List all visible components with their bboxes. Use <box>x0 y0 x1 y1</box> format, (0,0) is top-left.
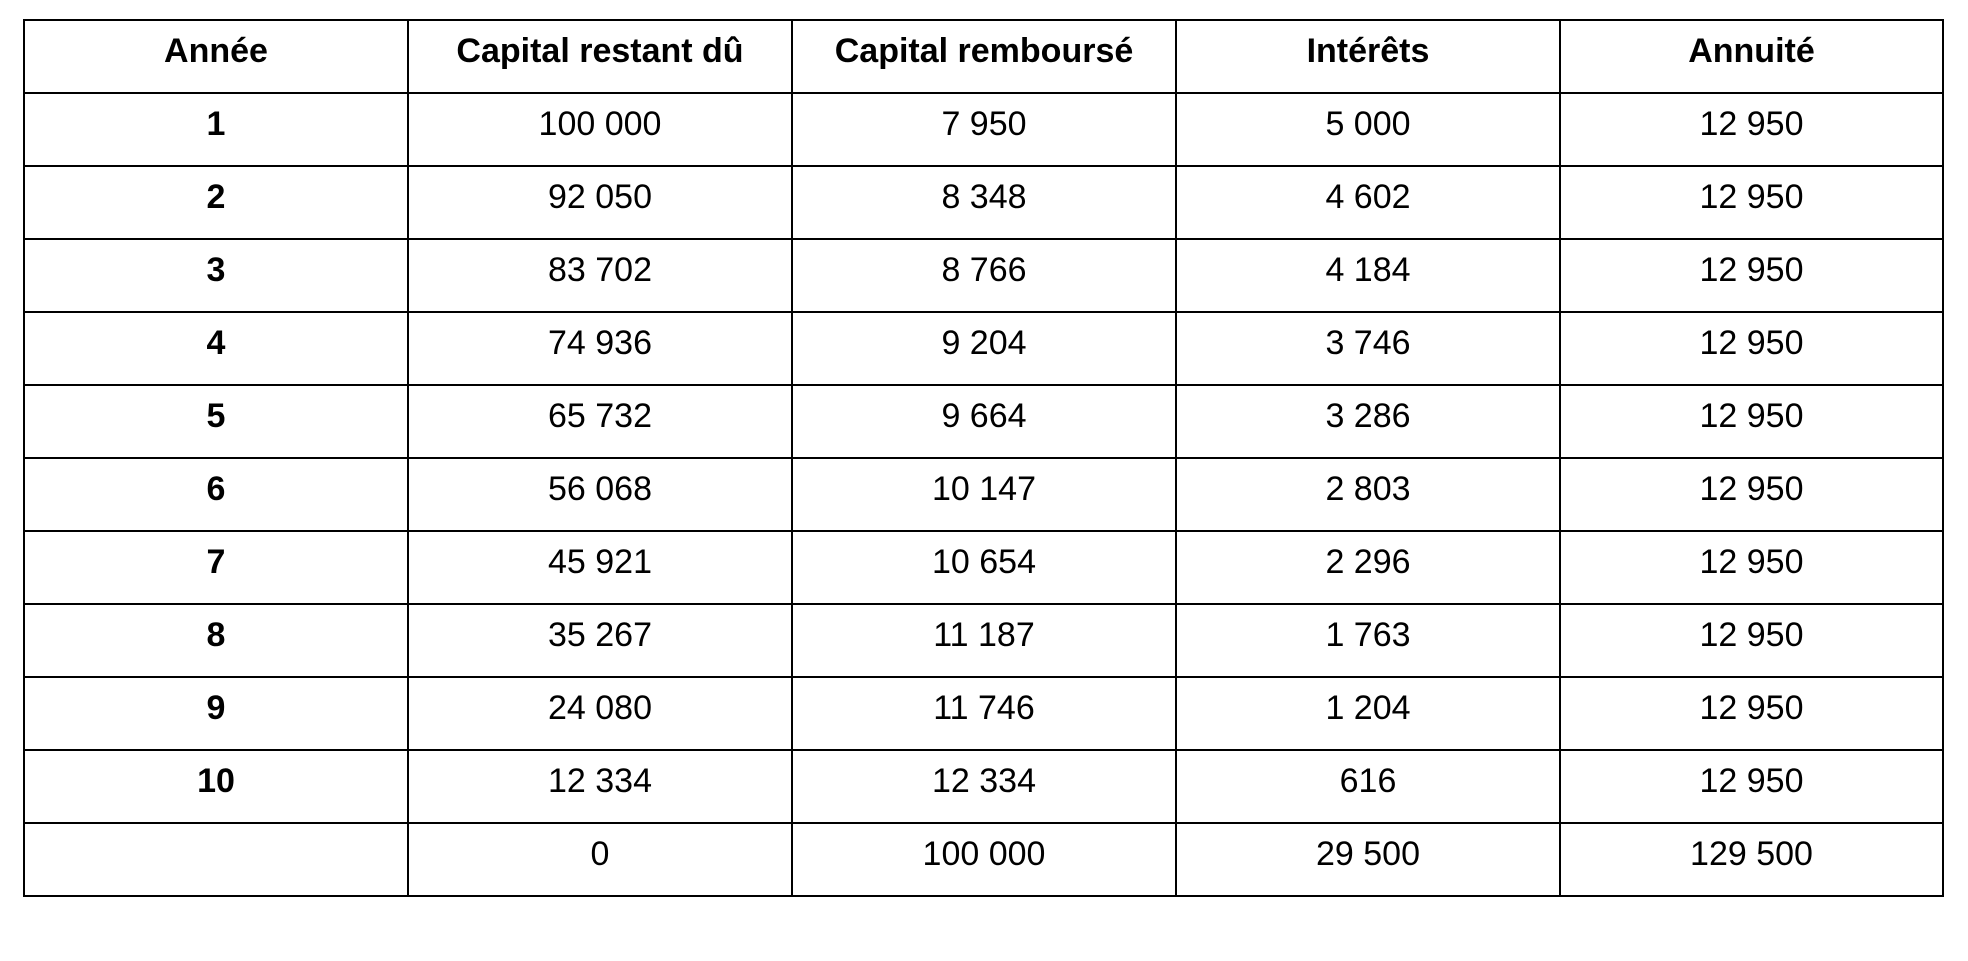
cell-capital-rembourse: 8 348 <box>792 166 1176 239</box>
cell-annuite: 12 950 <box>1560 458 1943 531</box>
cell-capital-rembourse: 10 654 <box>792 531 1176 604</box>
header-interets: Intérêts <box>1176 20 1560 93</box>
table-row <box>24 239 1943 312</box>
cell-capital-rembourse: 8 766 <box>792 239 1176 312</box>
cell-capital-rembourse: 7 950 <box>792 93 1176 166</box>
cell-interets: 5 000 <box>1176 93 1560 166</box>
cell-annuite: 12 950 <box>1560 385 1943 458</box>
cell-annee: 1 <box>24 93 408 166</box>
cell-capital-restant-du: 56 068 <box>408 458 792 531</box>
table-row <box>24 677 1943 750</box>
cell-interets: 4 602 <box>1176 166 1560 239</box>
cell-capital-restant-du: 35 267 <box>408 604 792 677</box>
cell-interets: 3 286 <box>1176 385 1560 458</box>
cell-capital-rembourse: 11 746 <box>792 677 1176 750</box>
cell-capital-rembourse: 11 187 <box>792 604 1176 677</box>
cell-capital-restant-du: 83 702 <box>408 239 792 312</box>
table-row <box>24 750 1943 823</box>
cell-capital-rembourse: 10 147 <box>792 458 1176 531</box>
table-header-row <box>24 20 1943 93</box>
cell-annee: 9 <box>24 677 408 750</box>
cell-capital-restant-du: 92 050 <box>408 166 792 239</box>
cell-interets: 4 184 <box>1176 239 1560 312</box>
cell-interets: 2 296 <box>1176 531 1560 604</box>
cell-annee: 3 <box>24 239 408 312</box>
cell-annee: 4 <box>24 312 408 385</box>
header-annee: Année <box>24 20 408 93</box>
header-capital-restant-du: Capital restant dû <box>408 20 792 93</box>
cell-capital-rembourse: 12 334 <box>792 750 1176 823</box>
cell-interets: 616 <box>1176 750 1560 823</box>
table-row <box>24 531 1943 604</box>
cell-annee: 5 <box>24 385 408 458</box>
table-row <box>24 604 1943 677</box>
cell-interets: 1 763 <box>1176 604 1560 677</box>
header-annuite: Annuité <box>1560 20 1943 93</box>
cell-capital-restant-du: 65 732 <box>408 385 792 458</box>
cell-annee: 2 <box>24 166 408 239</box>
cell-annuite: 12 950 <box>1560 604 1943 677</box>
cell-annee-empty <box>24 823 408 896</box>
cell-annee: 7 <box>24 531 408 604</box>
cell-annee: 6 <box>24 458 408 531</box>
cell-annuite: 12 950 <box>1560 93 1943 166</box>
header-capital-rembourse: Capital remboursé <box>792 20 1176 93</box>
cell-annee: 10 <box>24 750 408 823</box>
table-row <box>24 166 1943 239</box>
cell-capital-rembourse-total: 100 000 <box>792 823 1176 896</box>
cell-capital-restant-du: 12 334 <box>408 750 792 823</box>
cell-annuite: 12 950 <box>1560 750 1943 823</box>
cell-capital-rembourse: 9 664 <box>792 385 1176 458</box>
table-row <box>24 93 1943 166</box>
cell-interets: 2 803 <box>1176 458 1560 531</box>
table-row <box>24 458 1943 531</box>
table-row <box>24 385 1943 458</box>
cell-capital-rembourse: 9 204 <box>792 312 1176 385</box>
cell-annee: 8 <box>24 604 408 677</box>
cell-capital-restant-du-total: 0 <box>408 823 792 896</box>
cell-annuite: 12 950 <box>1560 677 1943 750</box>
amortization-table <box>23 19 1944 897</box>
cell-annuite: 12 950 <box>1560 239 1943 312</box>
table-total-row <box>24 823 1943 896</box>
cell-annuite: 12 950 <box>1560 531 1943 604</box>
cell-interets: 1 204 <box>1176 677 1560 750</box>
cell-capital-restant-du: 100 000 <box>408 93 792 166</box>
cell-capital-restant-du: 74 936 <box>408 312 792 385</box>
cell-capital-restant-du: 45 921 <box>408 531 792 604</box>
cell-interets-total: 29 500 <box>1176 823 1560 896</box>
table-row <box>24 312 1943 385</box>
cell-annuite: 12 950 <box>1560 312 1943 385</box>
cell-interets: 3 746 <box>1176 312 1560 385</box>
cell-annuite-total: 129 500 <box>1560 823 1943 896</box>
cell-annuite: 12 950 <box>1560 166 1943 239</box>
cell-capital-restant-du: 24 080 <box>408 677 792 750</box>
amortization-table-container <box>23 19 1942 897</box>
